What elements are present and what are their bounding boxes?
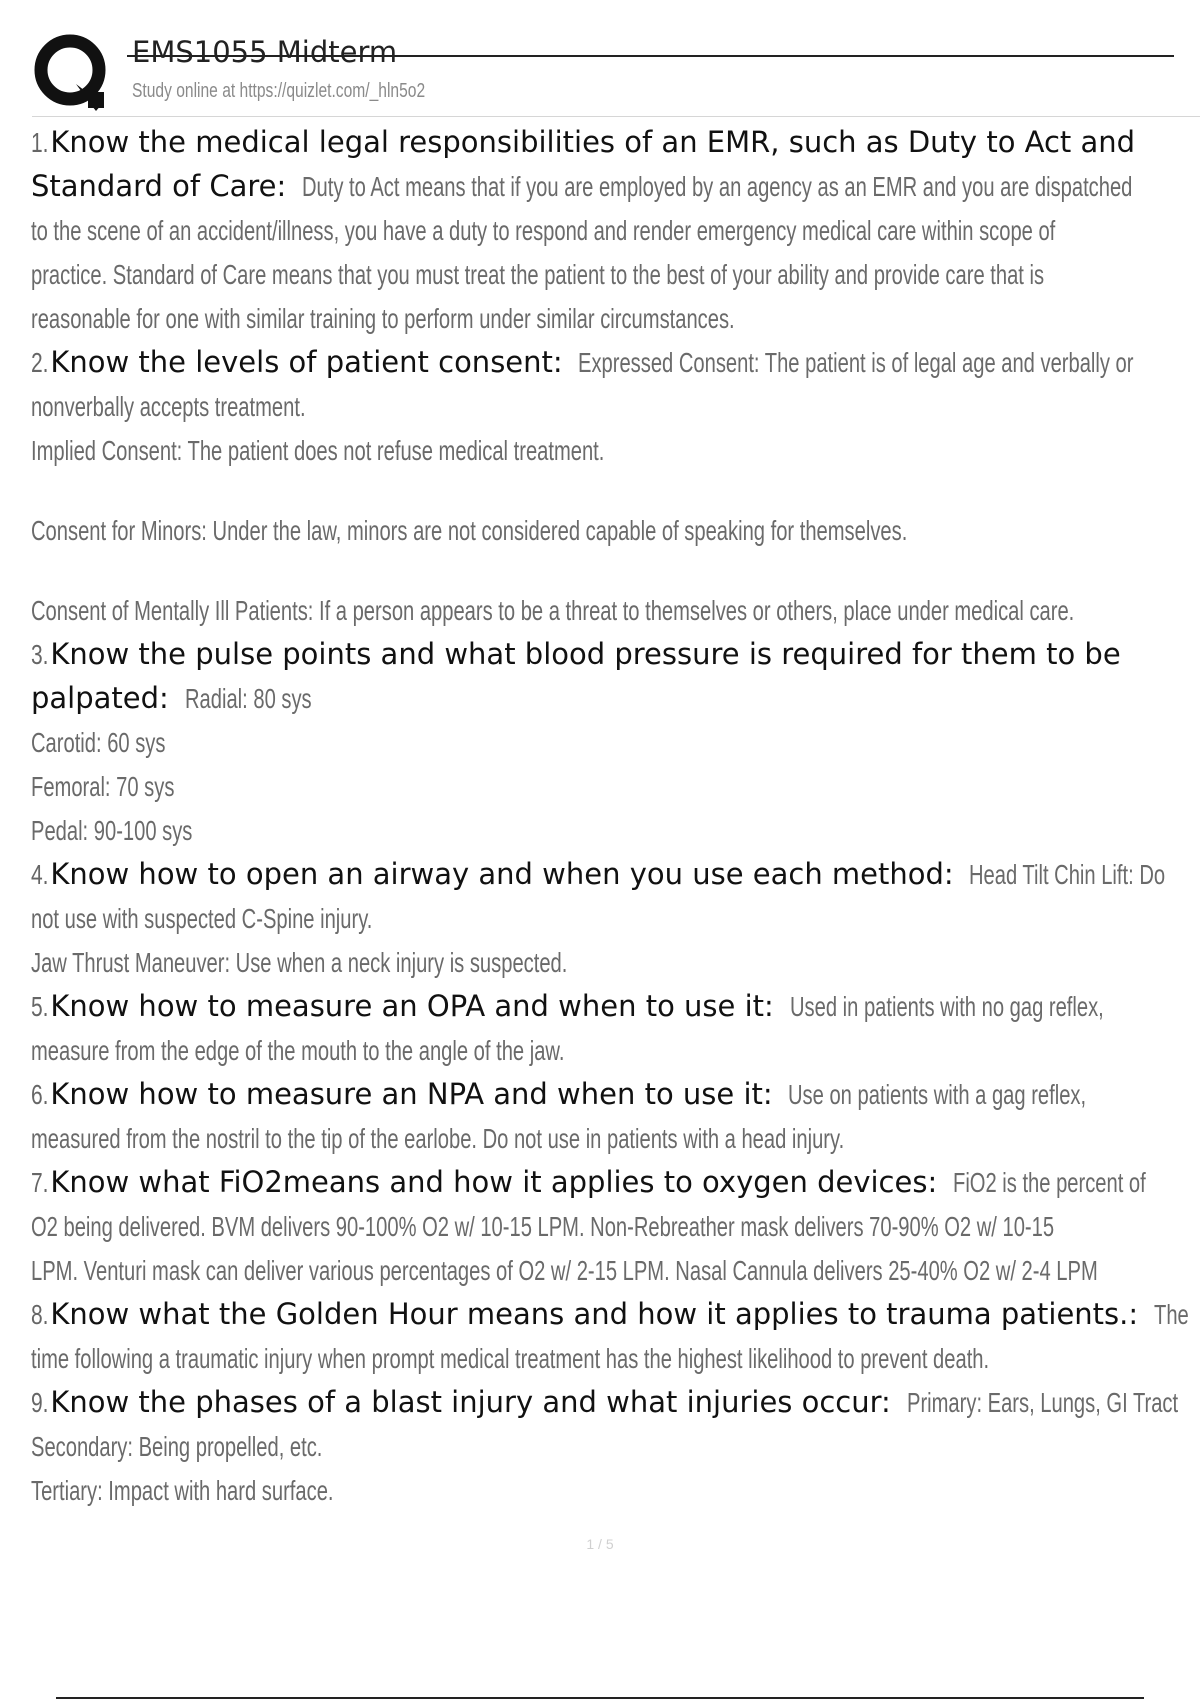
answer-text: LPM. Venturi mask can deliver various percentages of O2 w/ 2-15 LPM. Nasal Cannula delivers 25-40% O2 w/ 2-4 LPM [31, 1255, 1098, 1286]
flashcard-line [31, 1072, 1200, 1116]
study-online-link[interactable]: Study online at https://quizlet.com/_hln5o2 [132, 80, 426, 102]
answer-text: Used in patients with no gag reflex, [789, 991, 1104, 1022]
answer-text: Expressed Consent: The patient is of legal age and verbally or [578, 347, 1134, 378]
question-text: Know the phases of a blast injury and what injuries occur: [50, 1385, 891, 1419]
flashcard-line [31, 676, 1200, 720]
flashcard-line [31, 1116, 1200, 1160]
answer-text: Jaw Thrust Maneuver: Use when a neck injury is suspected. [31, 947, 568, 978]
flashcard-line [31, 588, 1200, 632]
blank-line [31, 552, 1200, 588]
answer-text: FiO2 is the percent of [952, 1167, 1146, 1198]
item-number: 6. [31, 1079, 49, 1110]
item-number: 5. [31, 991, 49, 1022]
flashcard-line [31, 428, 1200, 472]
answer-text: Radial: 80 sys [184, 683, 312, 714]
flashcard-line [31, 1028, 1200, 1072]
flashcard-line [31, 340, 1200, 384]
flashcard-line [31, 1292, 1200, 1336]
answer-text: Consent for Minors: Under the law, minors are not considered capable of speaking for themselves. [31, 515, 908, 546]
flashcard-line [31, 384, 1200, 428]
question-text: Know how to open an airway and when you use each method: [50, 857, 954, 891]
answer-text: Head Tilt Chin Lift: Do [969, 859, 1166, 890]
flashcard-list [31, 120, 1200, 1520]
flashcard-line [31, 1336, 1200, 1380]
flashcard-line [31, 852, 1200, 896]
answer-text: nonverbally accepts treatment. [31, 391, 306, 422]
answer-text: Implied Consent: The patient does not refuse medical treatment. [31, 435, 605, 466]
question-text: Know how to measure an NPA and when to use it: [50, 1077, 773, 1111]
document-header [32, 30, 1142, 115]
answer-text: Femoral: 70 sys [31, 771, 175, 802]
flashcard-line [31, 508, 1200, 552]
flashcard-line [31, 1380, 1200, 1424]
answer-text: Consent of Mentally Ill Patients: If a person appears to be a threat to themselves or others, place under medical care. [31, 595, 1075, 626]
answer-text: Use on patients with a gag reflex, [788, 1079, 1087, 1110]
flashcard-line [31, 1204, 1200, 1248]
flashcard-line [31, 1160, 1200, 1204]
question-text: Know what the Golden Hour means and how it applies to trauma patients.: [50, 1297, 1139, 1331]
blank-line [31, 472, 1200, 508]
answer-text: Duty to Act means that if you are employed by an agency as an EMR and you are dispatched [301, 171, 1133, 202]
document-title: EMS1055 Midterm [132, 35, 398, 69]
answer-text: O2 being delivered. BVM delivers 90-100% O2 w/ 10-15 LPM. Non-Rebreather mask delivers 70-90% O2 w/ 10-15 [31, 1211, 1055, 1242]
answer-text: Primary: Ears, Lungs, GI Tract [906, 1387, 1178, 1418]
item-number: 3. [31, 639, 49, 670]
answer-text: practice. Standard of Care means that you must treat the patient to the best of your ability and provide care that is [31, 259, 1045, 290]
answer-text: measured from the nostril to the tip of the earlobe. Do not use in patients with a head injury. [31, 1123, 845, 1154]
item-number: 2. [31, 347, 49, 378]
page-number: 1 / 5 [586, 1536, 614, 1552]
answer-text: time following a traumatic injury when prompt medical treatment has the highest likelihood to prevent death. [31, 1343, 990, 1374]
flashcard-line [31, 808, 1200, 852]
question-text: Know the medical legal responsibilities of an EMR, such as Duty to Act and [50, 125, 1136, 159]
footer-divider [56, 1697, 1144, 1699]
answer-text: measure from the edge of the mouth to the angle of the jaw. [31, 1035, 565, 1066]
answer-text: Tertiary: Impact with hard surface. [31, 1475, 334, 1506]
flashcard-line [31, 296, 1200, 340]
flashcard-line [31, 164, 1200, 208]
answer-text: Pedal: 90-100 sys [31, 815, 193, 846]
question-text: Know the levels of patient consent: [50, 345, 563, 379]
flashcard-line [31, 896, 1200, 940]
question-text: Know what FiO2means and how it applies to oxygen devices: [50, 1165, 938, 1199]
item-number: 9. [31, 1387, 49, 1418]
flashcard-line [31, 940, 1200, 984]
question-text: Know the pulse points and what blood pressure is required for them to be [50, 637, 1121, 671]
item-number: 7. [31, 1167, 49, 1198]
flashcard-line [31, 120, 1200, 164]
flashcard-line [31, 1468, 1200, 1512]
flashcard-line [31, 632, 1200, 676]
answer-text: not use with suspected C-Spine injury. [31, 903, 373, 934]
header-divider [32, 116, 1200, 117]
flashcard-line [31, 1248, 1200, 1292]
flashcard-line [31, 720, 1200, 764]
answer-text: Carotid: 60 sys [31, 727, 166, 758]
answer-text: The [1153, 1299, 1189, 1330]
question-text: Standard of Care: [31, 169, 287, 203]
item-number: 4. [31, 859, 49, 890]
answer-text: to the scene of an accident/illness, you have a duty to respond and render emergency medical care within scope of [31, 215, 1056, 246]
item-number: 8. [31, 1299, 49, 1330]
answer-text: Secondary: Being propelled, etc. [31, 1431, 323, 1462]
item-number: 1. [31, 127, 49, 158]
answer-text: reasonable for one with similar training to perform under similar circumstances. [31, 303, 735, 334]
question-text: palpated: [31, 681, 169, 715]
flashcard-line [31, 1424, 1200, 1468]
question-text: Know how to measure an OPA and when to use it: [50, 989, 774, 1023]
flashcard-line [31, 984, 1200, 1028]
quizlet-q-logo-icon [32, 32, 112, 112]
flashcard-line [31, 208, 1200, 252]
flashcard-line [31, 252, 1200, 296]
flashcard-line [31, 764, 1200, 808]
